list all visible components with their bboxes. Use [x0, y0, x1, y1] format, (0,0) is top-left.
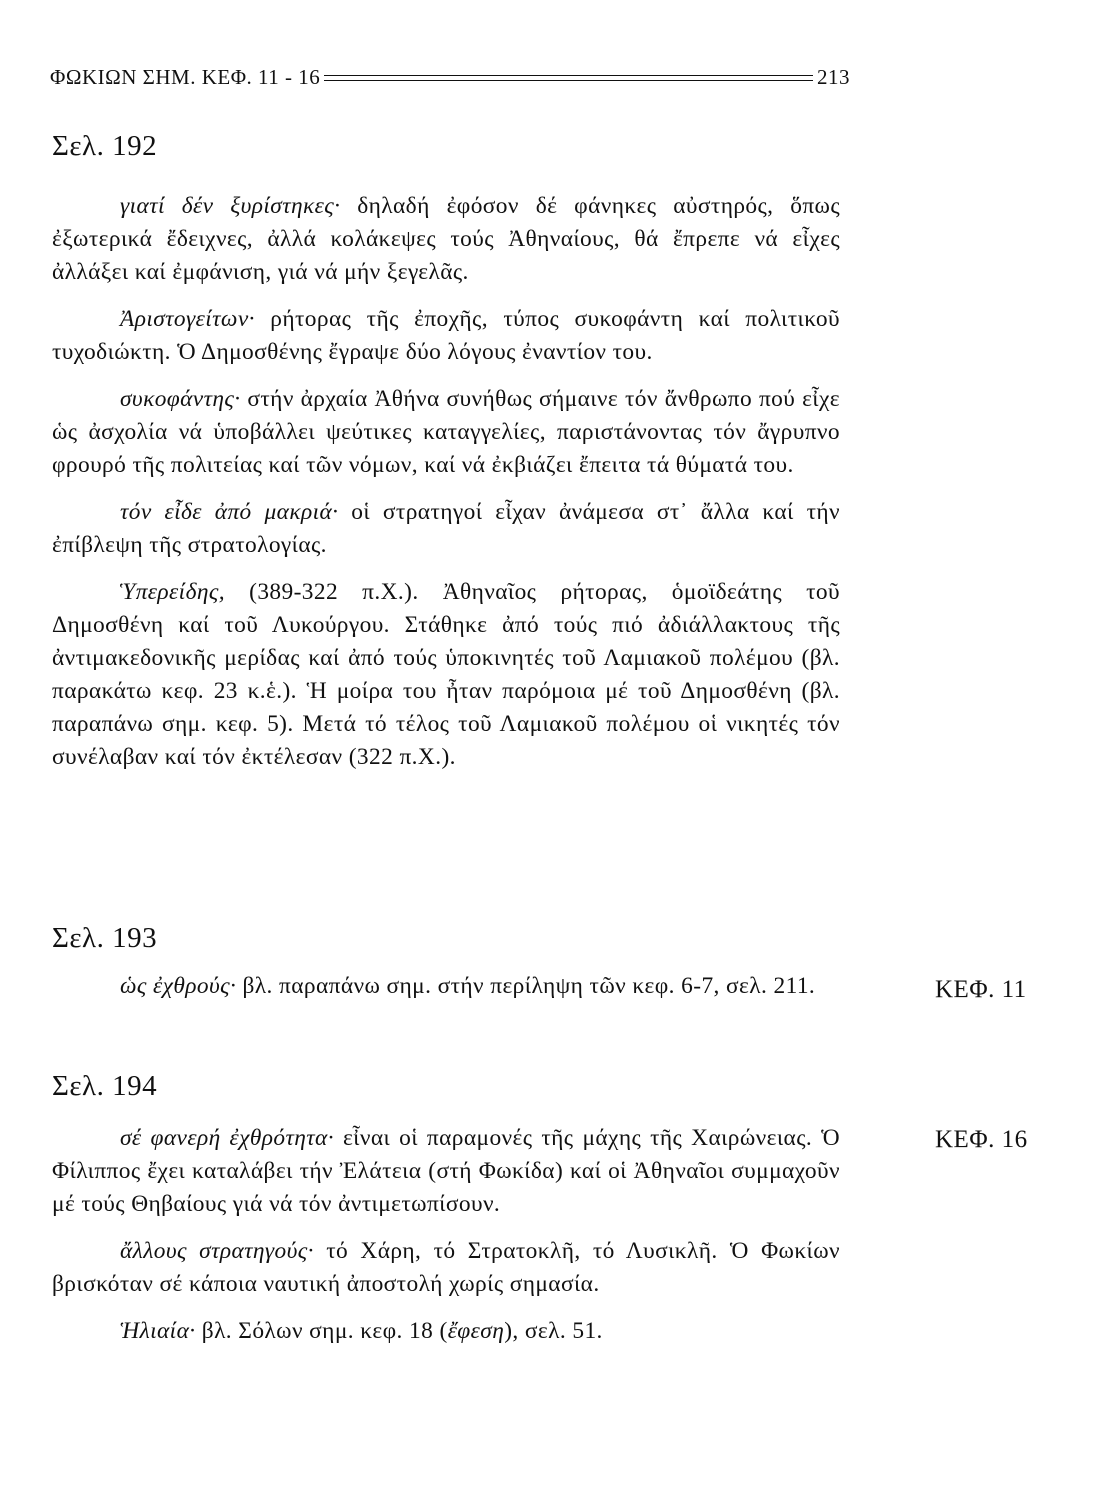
note: [52, 970, 840, 1003]
running-header: [50, 62, 850, 92]
note-lemma-inline: ἔφεση: [447, 1318, 505, 1344]
note: [52, 383, 840, 482]
section-body-193: [52, 970, 840, 1003]
note: [52, 1235, 840, 1301]
running-title: ΦΩΚΙΩΝ ΣΗΜ. ΚΕΦ. 11 - 16: [50, 64, 321, 89]
note-lemma: ἄλλους στρατηγούς·: [120, 1238, 314, 1264]
note: [52, 576, 840, 774]
header-double-rule: [324, 75, 813, 81]
page-number: 213: [817, 64, 850, 89]
note: [52, 1122, 840, 1221]
note: [52, 496, 840, 562]
chapter-margin-note: ΚΕΦ. 11: [935, 976, 1027, 1003]
note-lemma: Ὑπερείδης,: [120, 579, 225, 605]
note-lemma: σέ φανερή ἐχθρότητα·: [120, 1125, 334, 1151]
note-text: δηλαδή ἐφόσον δέ φάνηκες αὐστηρός, ὅπως ἐξωτερικά ἔδειχνες, ἀλλά κολάκεψες τούς Ἀθηναίους, θά ἔπρεπε νά εἶχες ἀλλάξει καί ἐμφάνιση, γιά νά μήν ξεγελᾶς.: [52, 193, 841, 285]
note-text: εἶναι οἱ παραμονές τῆς μάχης τῆς Χαιρώνειας. Ὁ Φίλιππος ἔχει καταλάβει τήν Ἐλάτεια (στή Φωκίδα) καί οἱ Ἀθηναῖοι συμμαχοῦν μέ τούς Θηβαίους γιά νά τόν ἀντιμετωπίσουν.: [52, 1125, 841, 1217]
note-text: (389-322 π.Χ.). Ἀθηναῖος ρήτορας, ὁμοϊδεάτης τοῦ Δημοσθένη καί τοῦ Λυκούργου. Στάθηκε ἀπό τούς πιό ἀδιάλλακτους τῆς ἀντιμακεδονικῆς μερίδας καί ἀπό τούς ὑποκινητές τοῦ Λαμιακοῦ πολέμου (βλ. παρακάτω κεφ. 23 κ.ἑ.). Ἡ μοίρα του ἦταν παρόμοια μέ τοῦ Δημοσθένη (βλ. παραπάνω σημ. κεφ. 5). Μετά τό τέλος τοῦ Λαμιακοῦ πολέμου οἱ νικητές τόν συνέλαβαν καί τόν ἐκτέλεσαν (322 π.Χ.).: [52, 579, 840, 770]
section-heading-192: Σελ. 192: [52, 130, 158, 162]
note-lemma: γιατί δέν ξυρίστηκες·: [120, 193, 341, 219]
note-text: βλ. Σόλων σημ. κεφ. 18 (: [201, 1318, 448, 1344]
note: [52, 190, 840, 289]
note-text: οἱ στρατηγοί εἶχαν ἀνάμεσα στ᾿ ἄλλα καί τήν ἐπίβλεψη τῆς στρατολογίας.: [52, 499, 841, 558]
note-lemma: ὡς ἐχθρούς·: [120, 973, 237, 999]
chapter-margin-note: ΚΕΦ. 16: [935, 1126, 1028, 1153]
note: [52, 1315, 840, 1348]
section-body-192: [52, 190, 840, 774]
section-heading-193: Σελ. 193: [52, 922, 158, 954]
note: [52, 303, 840, 369]
note-text: τό Χάρη, τό Στρατοκλῆ, τό Λυσικλῆ. Ὁ Φωκίων βρισκόταν σέ κάποια ναυτική ἀποστολή χωρίς σημασία.: [52, 1238, 841, 1297]
note-lemma: συκοφάντης·: [120, 386, 241, 412]
section-body-194: [52, 1122, 840, 1348]
note-lemma: Ἡλιαία·: [120, 1318, 196, 1344]
section-heading-194: Σελ. 194: [52, 1070, 158, 1102]
note-text-tail: ), σελ. 51.: [504, 1318, 603, 1344]
note-text: βλ. παραπάνω σημ. στήν περίληψη τῶν κεφ. 6-7, σελ. 211.: [242, 973, 816, 999]
note-lemma: Ἀριστογείτων·: [120, 306, 255, 332]
note-lemma: τόν εἶδε ἀπό μακριά·: [120, 499, 339, 525]
note-text: ρήτορας τῆς ἐποχῆς, τύπος συκοφάντη καί πολιτικοῦ τυχοδιώκτη. Ὁ Δημοσθένης ἔγραψε δύο λόγους ἐναντίον του.: [52, 306, 840, 365]
note-text: στήν ἀρχαία Ἀθήνα συνήθως σήμαινε τόν ἄνθρωπο πού εἶχε ὡς ἀσχολία νά ὑποβάλλει ψεύτικες καταγγελίες, παριστάνοντας τόν ἄγρυπνο φρουρό τῆς πολιτείας καί τῶν νόμων, καί νά ἐκβιάζει ἔπειτα τά θύματά του.: [52, 386, 840, 478]
